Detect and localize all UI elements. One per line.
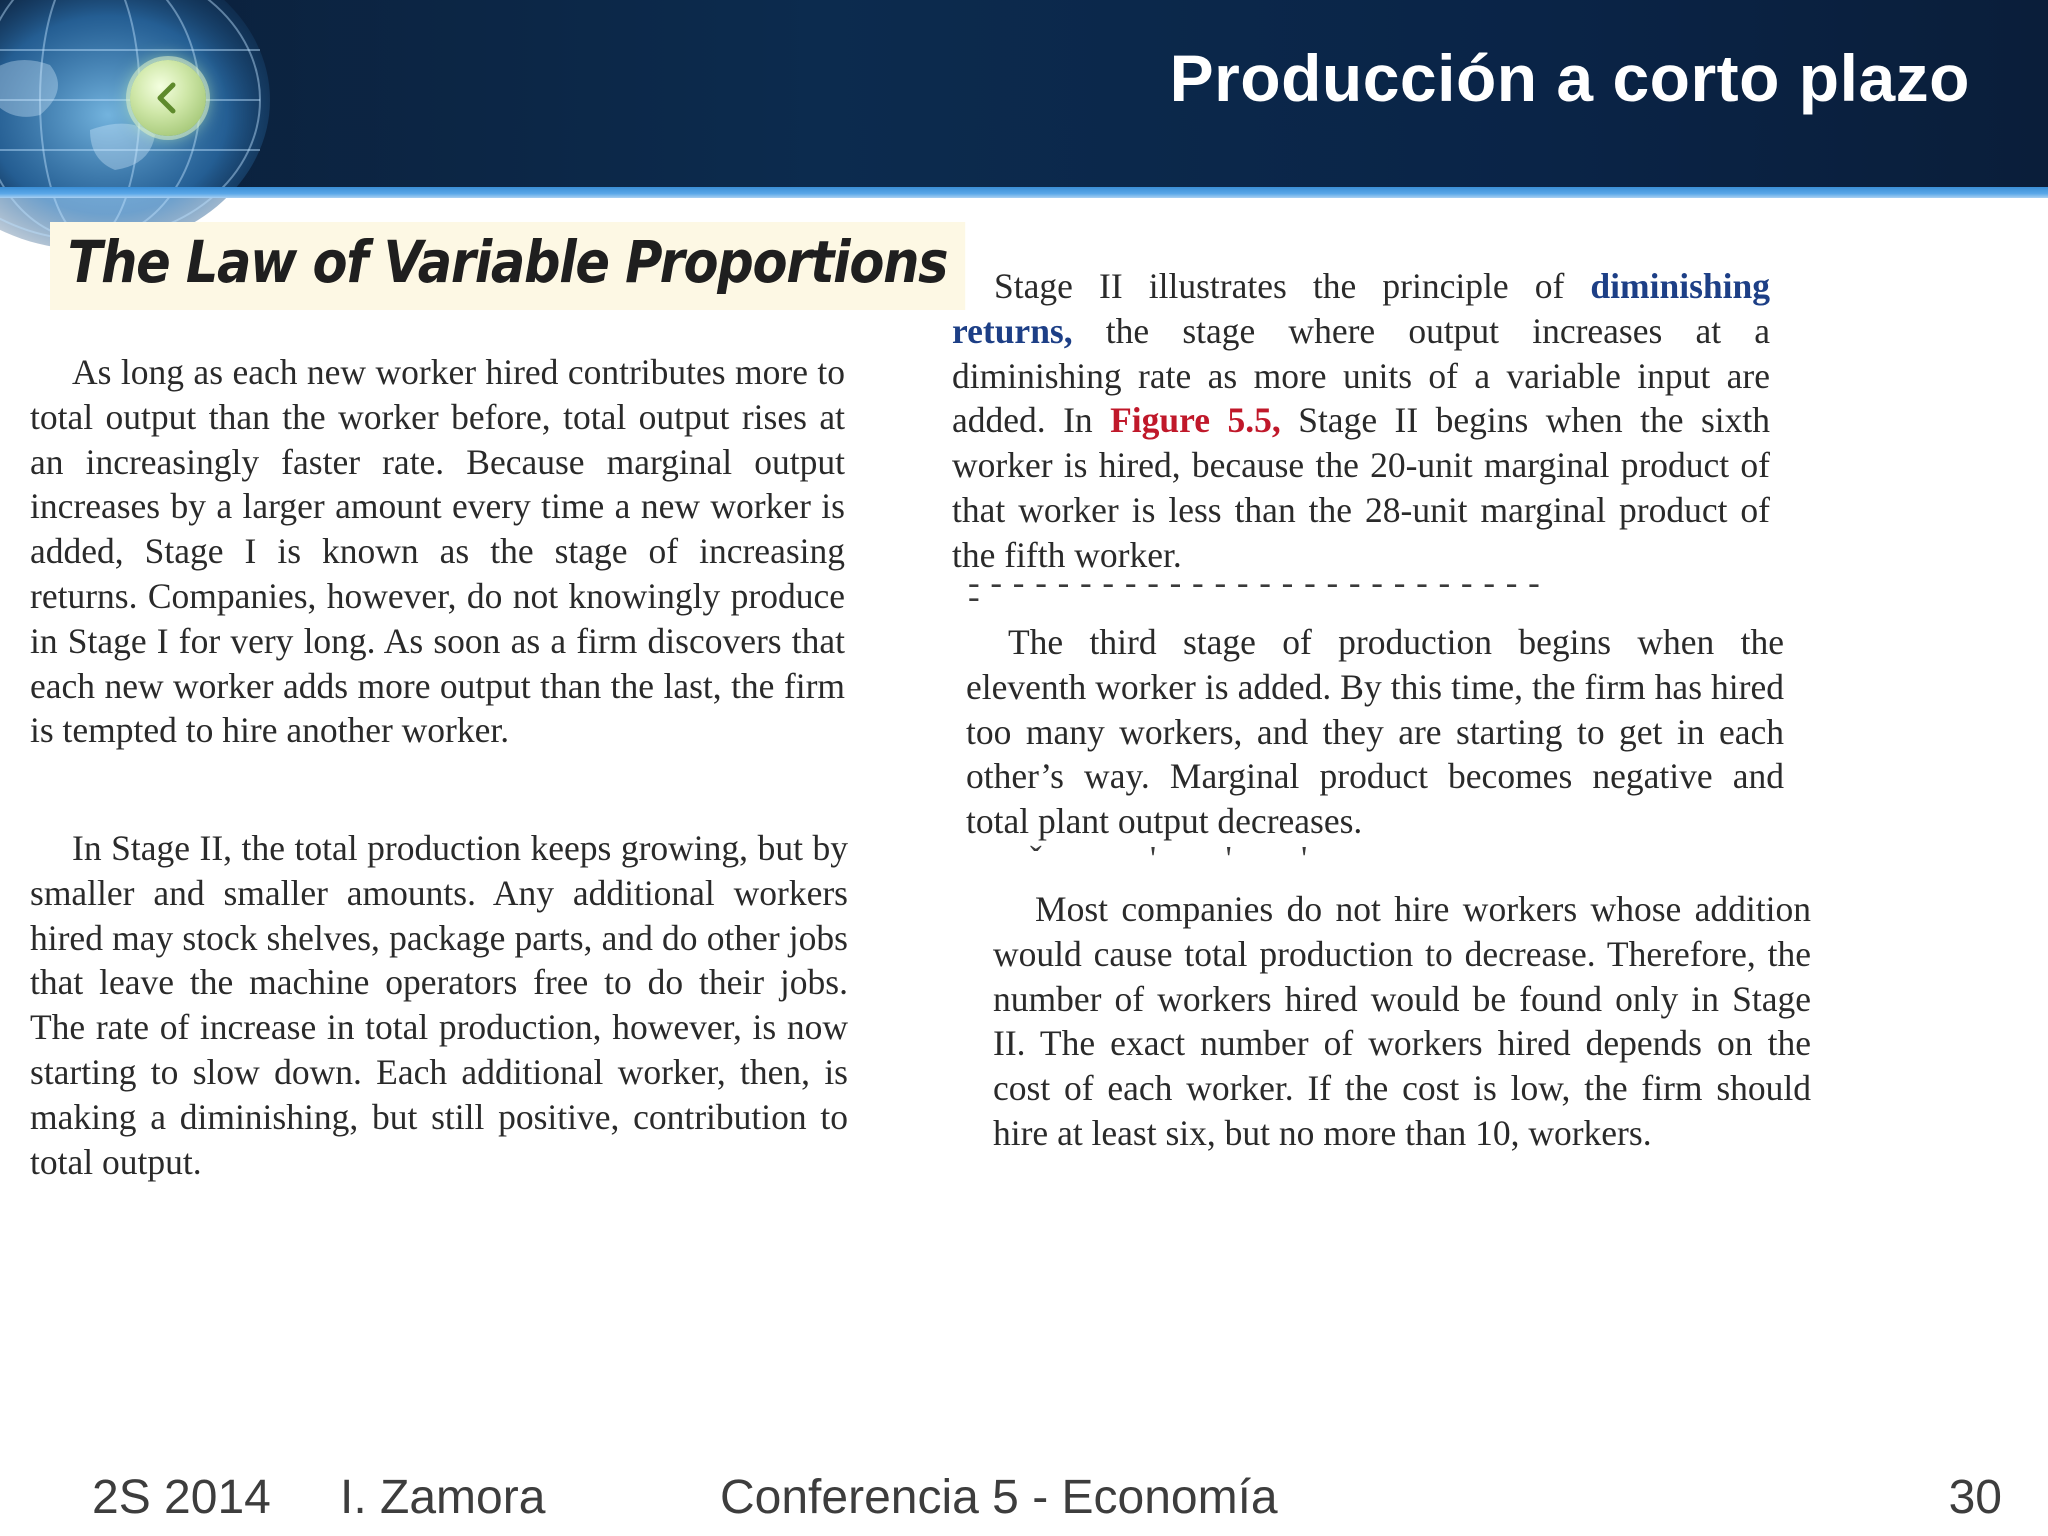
p3-mid: the stage where output increases at a diminishing rate as more units of a variable input are added. In [952,310,1770,441]
back-button[interactable] [130,60,206,136]
chevron-left-icon [148,78,188,118]
right-paragraph-1 [952,264,1770,578]
p3-end: Stage II begins when the sixth worker is hired, because the 20-unit marginal product of that worker is less than the 28-unit marginal product of the fifth worker. [952,400,1770,575]
scan-cut-artifact-1: - - - - - - - - - - - - - - - - - - - - - - - - - - - [968,563,1541,616]
header-stripe [0,187,2048,198]
footer-page-number: 30 [1948,1471,2002,1524]
section-heading: The Law of Variable Proportions [50,222,965,310]
slide-header [0,0,2048,187]
left-paragraph-1: As long as each new worker hired contributes more to total output than the worker before, total output rises at an increasingly faster rate. Because marginal output increases by a larger amount every time a new worker is added, Stage I is known as the stage of increasing returns. Companies, however, do not knowingly produce in Stage I for very long. As soon as a firm discovers that each new worker adds more output than the last, the firm is tempted to hire another worker. [30,352,845,751]
right-paragraph-3: Most companies do not hire workers whose addition would cause total production to decrease. Therefore, the number of workers hired would be found only in Stage II. The exact number of workers hired depends on the cost of each worker. If the cost is low, the firm should hire at least six, but no more than 10, workers. [993,889,1811,1153]
footer-course: Conferencia 5 - Economía [720,1471,1278,1524]
figure-reference: Figure 5.5, [1110,400,1281,441]
footer-semester: 2S 2014 [92,1471,271,1524]
left-paragraph-2: In Stage II, the total production keeps growing, but by smaller and smaller amounts. Any additional workers hired may stock shelves, package parts, and do other jobs that leave the machine operators free to do their jobs. The rate of increase in total production, however, is now starting to slow down. Each additional worker, then, is making a diminishing, but still positive, contribution to total output. [30,828,848,1182]
right-paragraph-2: The third stage of production begins when the eleventh worker is added. By this time, the firm has hired too many workers, and they are starting to get in each other’s way. Marginal product becomes negative and total plant output decreases. [966,622,1784,842]
heading-box [22,222,948,310]
p3-start: Stage II illustrates the principle of [994,266,1591,306]
scan-cut-artifact-2: ˇ ' ' ' [1030,839,1309,878]
slide-title: Producción a corto plazo [1169,41,1970,115]
footer-author: I. Zamora [340,1471,546,1524]
diminishing-returns-keyword: diminishing returns, [952,266,1770,351]
